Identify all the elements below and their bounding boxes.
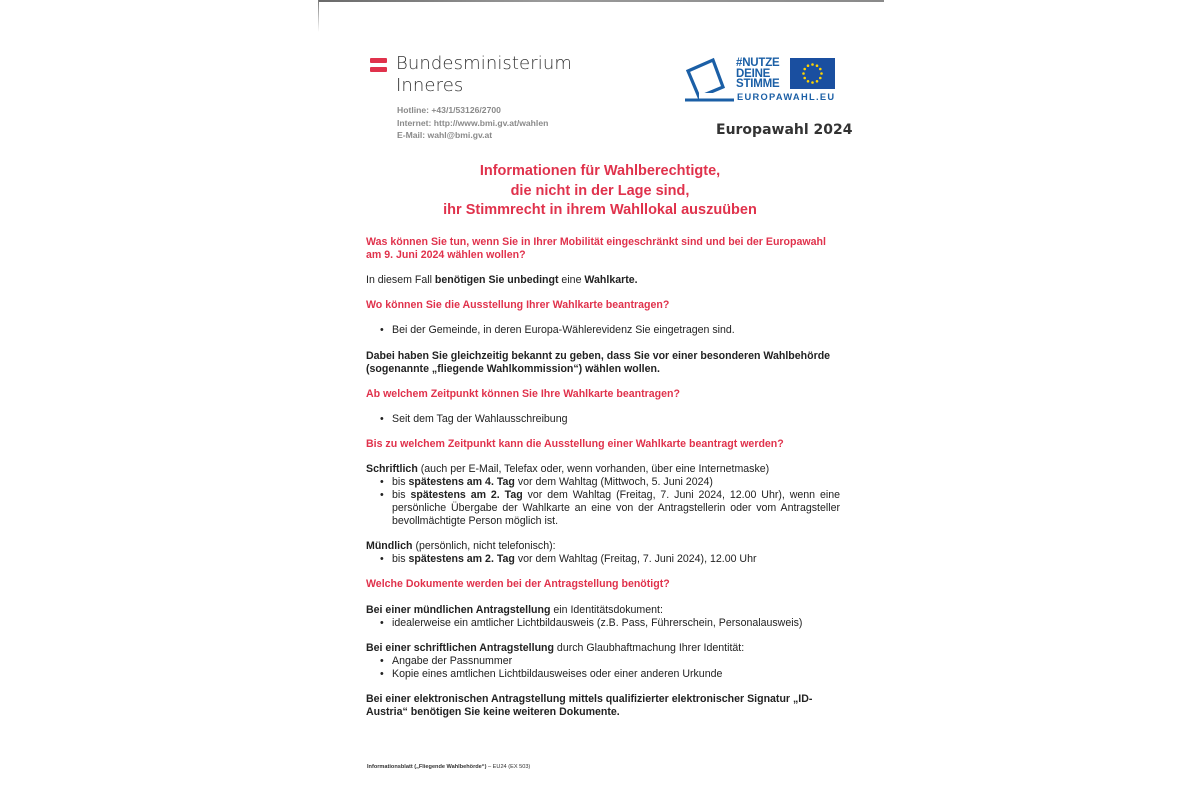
list-item-text: idealerweise ein amtlicher Lichtbildausweis (z.B. Pass, Führerschein, Personalausweis) [392,617,803,629]
bullet-icon: • [380,617,384,629]
eu-flag-icon [790,58,835,89]
text: eine [558,274,585,286]
bullet-icon: • [380,476,384,488]
question-heading: Bis zu welchem Zeitpunkt kann die Ausstellung einer Wahlkarte beantragt werden? [366,438,784,450]
contact-block [397,104,548,142]
text: bis [392,489,411,501]
election-label: Europawahl 2024 [716,122,853,138]
eu-star-icon [807,64,810,67]
list-item-text: Kopie eines amtlichen Lichtbildausweises oder einer anderen Urkunde [392,668,723,680]
austria-flag-icon [370,58,387,76]
ministry-name-line2: Inneres [396,75,464,96]
emphasis: spätestens am 4. Tag [408,476,515,488]
subheading-written-docs [366,642,840,655]
hotline: Hotline: +43/1/53126/2700 [397,105,501,115]
question-heading: Was können Sie tun, wenn Sie in Ihrer Mobilität eingeschränkt sind und bei der Europawahl am 9. Juni 2024 wählen wollen? [366,236,826,261]
bullet-icon: • [380,553,384,565]
eu-star-icon [807,80,810,83]
eu-star-icon [811,63,814,66]
bullet-list [366,413,840,426]
list-item [366,324,840,337]
ballot-box-icon [685,57,735,102]
eu-star-icon [816,64,819,67]
ministry-name-line1: Bundesministerium [396,53,572,74]
eu-star-icon [816,80,819,83]
bullet-icon: • [380,655,384,667]
text: ein Identitätsdokument: [550,604,663,616]
bullet-icon: • [380,413,384,425]
list-item [366,413,840,426]
note-paragraph: Dabei haben Sie gleichzeitig bekannt zu geben, dass Sie vor einer besonderen Wahlbehörde (sogenannte „fliegende Wahlkommission“) wählen wollen. [366,350,831,375]
scan-edge-left [318,0,319,32]
footer-code: – EU24 (EX 503) [486,764,531,770]
list-item-text: Seit dem Tag der Wahlausschreibung [392,413,568,425]
list-item [366,617,840,630]
bullet-list [366,553,840,566]
question-heading: Wo können Sie die Ausstellung Ihrer Wahlkarte beantragen? [366,299,670,311]
list-item-text: Bei der Gemeinde, in deren Europa-Wählerevidenz Sie eingetragen sind. [392,324,735,336]
bullet-icon: • [380,324,384,336]
text: vor dem Wahltag (Mittwoch, 5. Juni 2024) [514,476,713,488]
list-item [366,489,840,528]
list-item-text: Angabe der Passnummer [392,655,513,667]
text: In diesem Fall [366,274,435,286]
subheading-oral-docs [366,604,840,617]
emphasis: Wahlkarte. [584,274,638,286]
question-heading: Ab welchem Zeitpunkt können Sie Ihre Wahlkarte beantragen? [366,388,680,400]
campaign-slogan [736,58,780,90]
email-link[interactable]: E-Mail: wahl@bmi.gv.at [397,130,493,140]
list-item [366,553,840,566]
text: bis [392,476,409,488]
title-line: Informationen für Wahlberechtigte, [479,163,721,179]
internet-link[interactable]: Internet: http://www.bmi.gv.at/wahlen [397,117,549,128]
text: (persönlich, nicht telefonisch): [412,540,556,552]
campaign-logo [685,57,835,102]
slogan-line: DEINE [736,67,771,80]
text: vor dem Wahltag (Freitag, 7. Juni 2024), 12.00 Uhr [514,553,757,565]
text: durch Glaubhaftmachung Ihrer Identität: [553,642,745,654]
title-line: ihr Stimmrecht in ihrem Wahllokal auszuüben [443,202,757,218]
bullet-icon: • [380,668,384,680]
subheading-written [366,463,840,476]
emphasis: Schriftlich [366,463,418,475]
subheading-oral [366,540,840,553]
electronic-note: Bei einer elektronischen Antragstellung mittels qualifizierter elektronischer Signatur „ID-Austria“ benötigen Sie keine weiteren Dokumente. [366,693,813,718]
bullet-list [366,617,840,630]
bullet-list [366,476,840,528]
eu-star-icon [803,77,806,80]
eu-star-icon [803,68,806,71]
campaign-url: EUROPAWAHL.EU [737,92,836,102]
text: vor dem Wahltag (Freitag, 7. Juni 2024, 12.00 Uhr), wenn eine persönliche Übergabe der Wahlkarte an eine von der Antragstellerin oder vom Antragsteller bevollmächtigte Person möglich ist. [392,489,840,527]
question-heading: Welche Dokumente werden bei der Antragstellung benötigt? [366,578,670,590]
eu-star-icon [820,72,823,75]
text: (auch per E-Mail, Telefax oder, wenn vorhanden, über eine Internetmaske) [417,463,770,475]
emphasis: Mündlich [366,540,413,552]
emphasis: spätestens am 2. Tag [408,553,515,565]
eu-star-icon [811,81,814,84]
answer-paragraph [366,274,840,287]
text: bis [392,553,409,565]
ministry-name [396,53,572,97]
emphasis: spätestens am 2. Tag [410,489,523,501]
eu-star-icon [802,72,805,75]
list-item [366,655,840,668]
eu-star-icon [819,77,822,80]
bullet-icon: • [380,489,384,501]
document-title [400,162,800,221]
bullet-list [366,655,840,681]
slogan-line: STIMME [736,78,780,90]
list-item [366,476,840,489]
emphasis: Bei einer mündlichen Antragstellung [366,604,551,616]
bullet-list [366,324,840,337]
slogan-line: #NUTZE [736,57,780,69]
footer [367,764,530,770]
title-line: die nicht in der Lage sind, [510,182,690,199]
document-body [366,236,840,719]
scan-edge-top [318,0,884,2]
emphasis: Bei einer schriftlichen Antragstellung [366,642,554,654]
list-item [366,668,840,681]
emphasis: benötigen Sie unbedingt [434,274,559,286]
footer-title: Informationsblatt („Fliegende Wahlbehörde“) [367,764,487,770]
eu-star-icon [819,68,822,71]
